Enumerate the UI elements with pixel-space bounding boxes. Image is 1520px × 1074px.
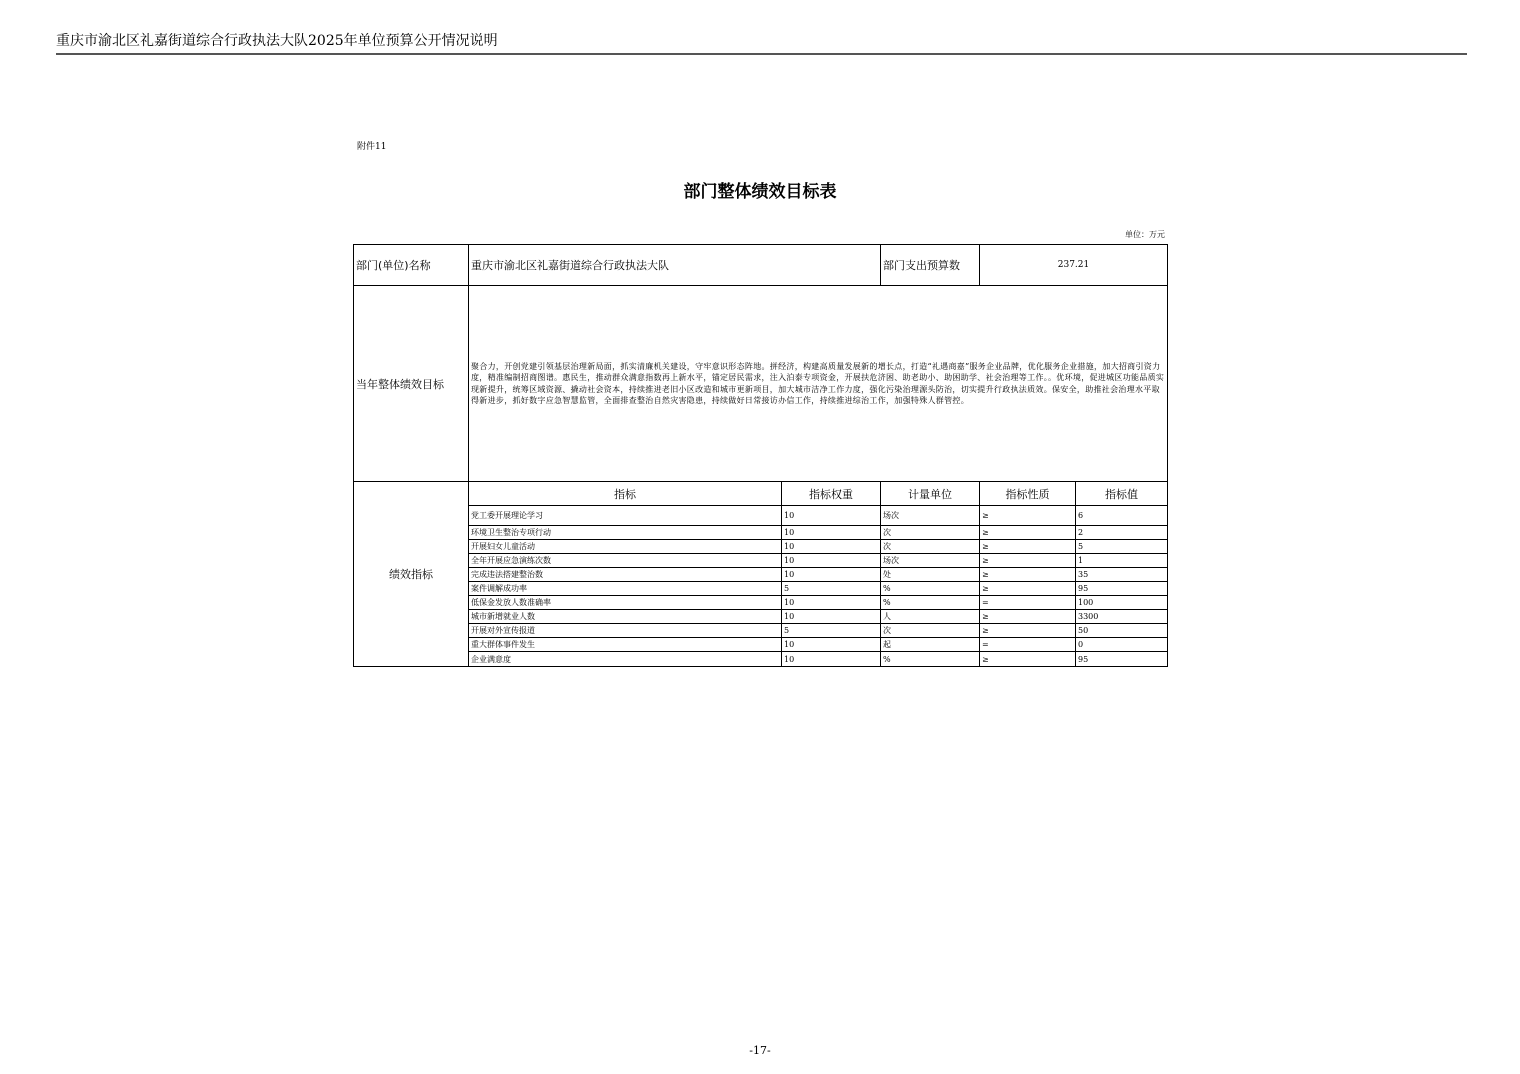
value-cell: 0 xyxy=(1076,638,1168,652)
unit-cell: 次 xyxy=(881,526,980,540)
indicator-cell: 开展对外宣传报道 xyxy=(469,624,782,638)
unit-cell: % xyxy=(881,596,980,610)
table-row xyxy=(354,582,1168,596)
table-row xyxy=(354,568,1168,582)
nature-cell: ≥ xyxy=(980,526,1076,540)
weight-cell: 10 xyxy=(782,568,881,582)
col-header-unit: 计量单位 xyxy=(881,482,980,506)
value-cell: 2 xyxy=(1076,526,1168,540)
value-cell: 100 xyxy=(1076,596,1168,610)
weight-cell: 10 xyxy=(782,540,881,554)
value-cell: 95 xyxy=(1076,582,1168,596)
unit-cell: % xyxy=(881,652,980,667)
goal-label: 当年整体绩效目标 xyxy=(354,286,469,482)
indicator-cell: 完成违法搭建整治数 xyxy=(469,568,782,582)
value-cell: 95 xyxy=(1076,652,1168,667)
value-cell: 5 xyxy=(1076,540,1168,554)
page-title: 部门整体绩效目标表 xyxy=(683,182,837,202)
nature-cell: = xyxy=(980,638,1076,652)
table-row xyxy=(354,506,1168,526)
value-cell: 3300 xyxy=(1076,610,1168,624)
table-row xyxy=(354,554,1168,568)
indicator-cell: 党工委开展理论学习 xyxy=(469,506,782,526)
weight-cell: 10 xyxy=(782,526,881,540)
weight-cell: 10 xyxy=(782,652,881,667)
weight-cell: 5 xyxy=(782,582,881,596)
weight-cell: 10 xyxy=(782,506,881,526)
unit-cell: % xyxy=(881,582,980,596)
table-row xyxy=(354,540,1168,554)
indicator-cell: 城市新增就业人数 xyxy=(469,610,782,624)
col-header-value: 指标值 xyxy=(1076,482,1168,506)
col-header-weight: 指标权重 xyxy=(782,482,881,506)
unit-cell: 人 xyxy=(881,610,980,624)
unit-cell: 次 xyxy=(881,540,980,554)
budget-label: 部门支出预算数 xyxy=(881,245,980,286)
table-row xyxy=(354,624,1168,638)
dept-row xyxy=(354,245,1168,286)
budget-value: 237.21 xyxy=(980,245,1168,286)
table-row xyxy=(354,596,1168,610)
attachment-label: 附件11 xyxy=(357,142,387,152)
weight-cell: 5 xyxy=(782,624,881,638)
weight-cell: 10 xyxy=(782,610,881,624)
indicators-label: 绩效指标 xyxy=(354,482,469,667)
unit-label: 单位：万元 xyxy=(1125,230,1165,239)
nature-cell: ≥ xyxy=(980,624,1076,638)
unit-cell: 起 xyxy=(881,638,980,652)
indicator-cell: 环境卫生整治专项行动 xyxy=(469,526,782,540)
header-rule xyxy=(56,53,1467,55)
weight-cell: 10 xyxy=(782,638,881,652)
unit-cell: 场次 xyxy=(881,554,980,568)
value-cell: 1 xyxy=(1076,554,1168,568)
goal-text: 聚合力，开创党建引领基层治理新局面，抓实清廉机关建设，守牢意识形态阵地。拼经济，构建高质量发展新的增长点，打造“礼遇商嘉”服务企业品牌，优化服务企业措施，加大招商引资力度，精准编制招商图谱。惠民生，推动群众满意指数再上新水平，锚定居民需求，注入泊泰专项资金，开展扶危济困、助老助小、助困助学、社会治理等工作。。优环境，促进城区功能品质实现新提升，统筹区域资源、撬动社会资本，持续推进老旧小区改造和城市更新项目，加大城市洁净工作力度，强化污染治理源头防治，切实提升行政执法质效。保安全，助推社会治理水平取得新进步，抓好数字应急智慧监管，全面排查整治自然灾害隐患，持续做好日常接访办信工作，持续推进综治工作，加强特殊人群管控。 xyxy=(469,286,1168,482)
col-header-indicator: 指标 xyxy=(469,482,782,506)
table-row xyxy=(354,652,1168,667)
nature-cell: ≥ xyxy=(980,652,1076,667)
value-cell: 35 xyxy=(1076,568,1168,582)
nature-cell: ≥ xyxy=(980,540,1076,554)
nature-cell: ≥ xyxy=(980,554,1076,568)
unit-cell: 处 xyxy=(881,568,980,582)
table-row xyxy=(354,526,1168,540)
performance-table xyxy=(353,244,1168,667)
dept-name-value: 重庆市渝北区礼嘉街道综合行政执法大队 xyxy=(469,245,881,286)
indicator-cell: 开展妇女儿童活动 xyxy=(469,540,782,554)
indicator-cell: 重大群体事件发生 xyxy=(469,638,782,652)
indicator-cell: 案件调解成功率 xyxy=(469,582,782,596)
indicator-cell: 企业满意度 xyxy=(469,652,782,667)
nature-cell: = xyxy=(980,596,1076,610)
col-header-nature: 指标性质 xyxy=(980,482,1076,506)
nature-cell: ≥ xyxy=(980,582,1076,596)
value-cell: 6 xyxy=(1076,506,1168,526)
unit-cell: 次 xyxy=(881,624,980,638)
value-cell: 50 xyxy=(1076,624,1168,638)
indicator-cell: 全年开展应急演练次数 xyxy=(469,554,782,568)
page-number: -17- xyxy=(749,1044,771,1057)
indicator-header-row xyxy=(354,482,1168,506)
document-header: 重庆市渝北区礼嘉街道综合行政执法大队2025年单位预算公开情况说明 xyxy=(56,33,498,49)
nature-cell: ≥ xyxy=(980,610,1076,624)
nature-cell: ≥ xyxy=(980,568,1076,582)
unit-cell: 场次 xyxy=(881,506,980,526)
weight-cell: 10 xyxy=(782,554,881,568)
weight-cell: 10 xyxy=(782,596,881,610)
indicator-cell: 低保金发放人数准确率 xyxy=(469,596,782,610)
table-row xyxy=(354,610,1168,624)
table-row xyxy=(354,638,1168,652)
dept-name-label: 部门(单位)名称 xyxy=(354,245,469,286)
nature-cell: ≥ xyxy=(980,506,1076,526)
goal-row xyxy=(354,286,1168,482)
